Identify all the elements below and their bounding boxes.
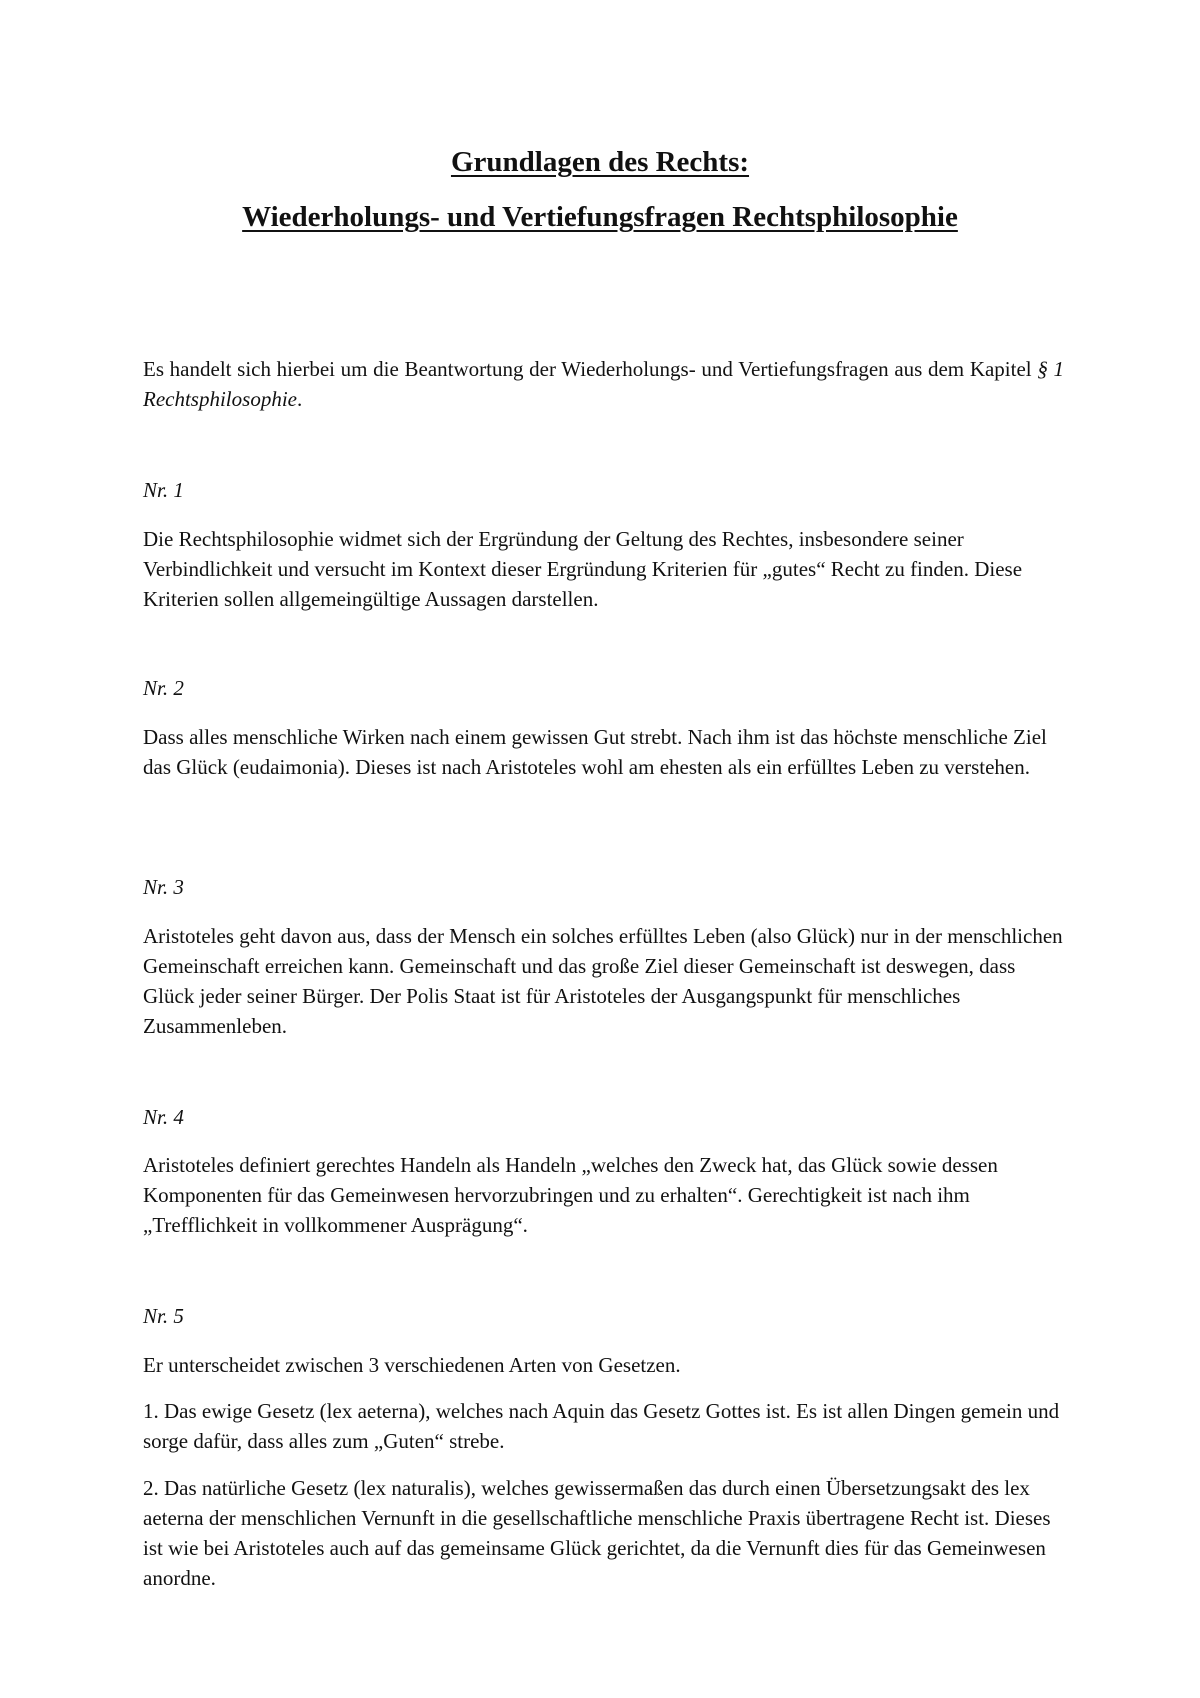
section-text-3: Aristoteles geht davon aus, dass der Mensch ein solches erfülltes Leben (also Glück) nur in der menschlichen Gemeinschaft erreichen kann. Gemeinschaft und das große Ziel dieser Gemeinschaft ist deswegen, dass Glück jeder seiner Bürger. Der Polis Staat ist für Aristoteles der Ausgangspunkt für menschliches Zusammenleben.: [143, 924, 1063, 1038]
law-item-1: 1. Das ewige Gesetz (lex aeterna), welches nach Aquin das Gesetz Gottes ist. Es ist allen Dingen gemein und sorge dafür, dass alles zum „Guten“ strebe.: [143, 1399, 1060, 1453]
document-title-line2: Wiederholungs- und Vertiefungsfragen Rechtsphilosophie: [242, 201, 958, 233]
document-title-line1: Grundlagen des Rechts:: [450, 146, 750, 178]
intro-chapter-reference: § 1 Rechtsphilosophie: [143, 357, 1065, 411]
intro-text: Es handelt sich hierbei um die Beantwortung der Wiederholungs- und Vertiefungsfragen aus dem Kapitel: [143, 357, 1038, 381]
intro-text-end: .: [296, 387, 303, 411]
section-heading-5: Nr. 5: [143, 1304, 184, 1328]
section-heading-3: Nr. 3: [143, 875, 184, 899]
section-heading-4: Nr. 4: [143, 1105, 184, 1129]
intro-paragraph: [143, 354, 1064, 414]
section-text-1: Die Rechtsphilosophie widmet sich der Ergründung der Geltung des Rechtes, insbesondere seiner Verbindlichkeit und versucht im Kontext dieser Ergründung Kriterien für „gutes“ Recht zu finden. Diese Kriterien sollen allgemeingültige Aussagen darstellen.: [143, 527, 1023, 611]
section-text-4: Aristoteles definiert gerechtes Handeln als Handeln „welches den Zweck hat, das Glück sowie dessen Komponenten für das Gemeinwesen hervorzubringen und zu erhalten“. Gerechtigkeit ist nach ihm „Trefflichkeit in vollkommener Ausprägung“.: [143, 1153, 998, 1237]
law-item-2: 2. Das natürliche Gesetz (lex naturalis), welches gewissermaßen das durch einen Übersetzungsakt des lex aeterna der menschlichen Vernunft in die gesellschaftliche menschliche Praxis übertragene Recht ist. Dieses ist wie bei Aristoteles auch auf das gemeinsame Glück gerichtet, da die Vernunft dies für das Gemeinwesen anordne.: [143, 1476, 1051, 1590]
section-heading-2: Nr. 2: [143, 676, 184, 700]
section-5-intro: Er unterscheidet zwischen 3 verschiedenen Arten von Gesetzen.: [143, 1353, 681, 1377]
section-heading-1: Nr. 1: [143, 478, 184, 502]
section-text-2: Dass alles menschliche Wirken nach einem gewissen Gut strebt. Nach ihm ist das höchste menschliche Ziel das Glück (eudaimonia). Dieses ist nach Aristoteles wohl am ehesten als ein erfülltes Leben zu verstehen.: [143, 725, 1047, 779]
